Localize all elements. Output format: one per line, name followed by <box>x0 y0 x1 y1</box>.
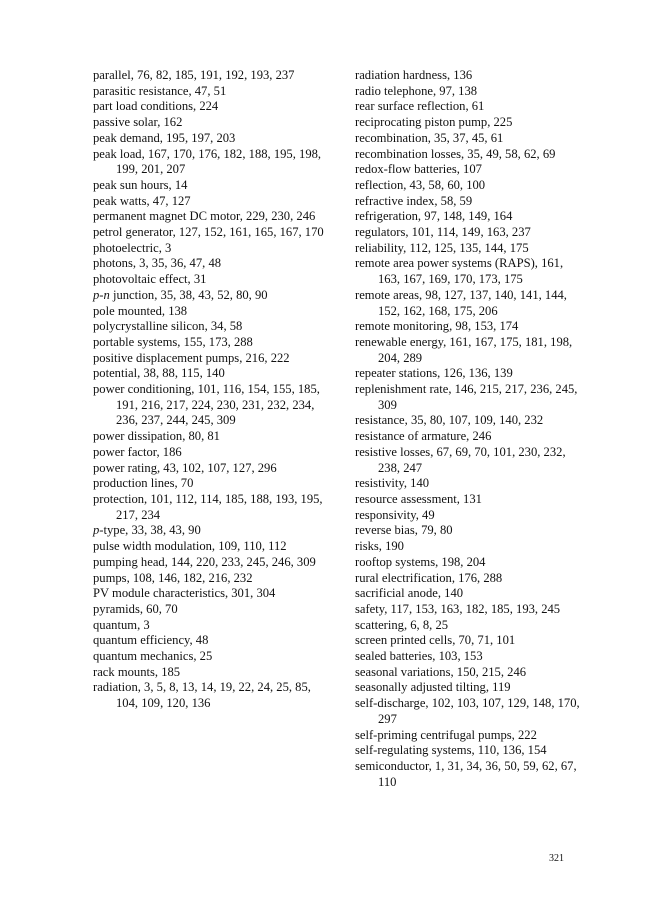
index-entry: reverse bias, 79, 80 <box>355 523 453 538</box>
index-entry: screen printed cells, 70, 71, 101 <box>355 633 516 648</box>
index-entry: replenishment rate, 146, 215, 217, 236, 245, 309 <box>355 382 578 412</box>
index-entry: quantum, 3 <box>93 617 150 632</box>
index-entry: remote area power systems (RAPS), 161, 163, 167, 169, 170, 173, 175 <box>355 256 564 287</box>
index-entry: radiation, 3, 5, 8, 13, 14, 19, 22, 24, 25, 85, 104, 109, 120, 136 <box>93 680 311 711</box>
index-entry: p-n junction, 35, 38, 43, 52, 80, 90 <box>93 287 268 302</box>
index-entry: remote areas, 98, 127, 137, 140, 141, 144, 152, 162, 168, 175, 206 <box>355 287 567 318</box>
index-entry: pulse width modulation, 109, 110, 112 <box>93 539 287 554</box>
index-entry: petrol generator, 127, 152, 161, 165, 167, 170 <box>93 225 324 240</box>
index-entry: power conditioning, 101, 116, 154, 155, 185, 191, 216, 217, 224, 230, 231, 232, 234, 236, 237, 244, 245, 309 <box>93 382 320 428</box>
index-entry: self-priming centrifugal pumps, 222 <box>355 727 537 742</box>
index-entry: reliability, 112, 125, 135, 144, 175 <box>355 240 529 255</box>
index-entry: radio telephone, 97, 138 <box>355 83 478 98</box>
index-entry: portable systems, 155, 173, 288 <box>93 334 253 349</box>
index-entry: renewable energy, 161, 167, 175, 181, 198, 204, 289 <box>355 334 573 365</box>
index-entry: pyramids, 60, 70 <box>93 601 178 616</box>
index-entry: photoelectric, 3 <box>93 240 172 255</box>
index-entry: sealed batteries, 103, 153 <box>355 649 483 664</box>
index-entry: p-type, 33, 38, 43, 90 <box>93 523 201 538</box>
index-entry: parallel, 76, 82, 185, 191, 192, 193, 237 <box>93 68 295 82</box>
index-entry: resistance of armature, 246 <box>355 429 492 444</box>
index-entry: self-regulating systems, 110, 136, 154 <box>355 743 547 758</box>
index-entry: radiation hardness, 136 <box>355 68 473 82</box>
index-entry: power rating, 43, 102, 107, 127, 296 <box>93 460 277 475</box>
index-entry: power dissipation, 80, 81 <box>93 429 220 444</box>
index-entry: resistance, 35, 80, 107, 109, 140, 232 <box>355 413 544 428</box>
index-entry: pole mounted, 138 <box>93 303 188 318</box>
index-entry: quantum mechanics, 25 <box>93 649 213 664</box>
index-entry: peak sun hours, 14 <box>93 177 188 192</box>
index-entry: resistivity, 140 <box>355 476 430 491</box>
index-entry: PV module characteristics, 301, 304 <box>93 586 276 601</box>
index-entry: safety, 117, 153, 163, 182, 185, 193, 245 <box>355 601 561 616</box>
index-entry: part load conditions, 224 <box>93 99 219 114</box>
index-entry: rural electrification, 176, 288 <box>355 570 503 585</box>
index-entry: seasonally adjusted tilting, 119 <box>355 680 511 695</box>
index-entry: positive displacement pumps, 216, 222 <box>93 350 290 365</box>
index-entry: risks, 190 <box>355 539 404 554</box>
index-entry: production lines, 70 <box>93 476 194 491</box>
index-entry: peak load, 167, 170, 176, 182, 188, 195, 198, 199, 201, 207 <box>93 146 322 177</box>
index-column-left <box>93 68 333 712</box>
index-entry: scattering, 6, 8, 25 <box>355 617 449 632</box>
index-entry: protection, 101, 112, 114, 185, 188, 193, 195, 217, 234 <box>93 491 323 522</box>
index-entry: pumps, 108, 146, 182, 216, 232 <box>93 570 253 585</box>
index-entry: rack mounts, 185 <box>93 664 181 679</box>
index-entry: peak watts, 47, 127 <box>93 193 191 208</box>
index-entry: photovoltaic effect, 31 <box>93 272 207 287</box>
index-entry: pumping head, 144, 220, 233, 245, 246, 309 <box>93 554 316 569</box>
page-number: 321 <box>549 853 564 864</box>
index-entry: repeater stations, 126, 136, 139 <box>355 366 513 381</box>
index-entry: resource assessment, 131 <box>355 491 482 506</box>
index-entry: polycrystalline silicon, 34, 58 <box>93 319 243 334</box>
index-entry: self-discharge, 102, 103, 107, 129, 148, 170, 297 <box>355 696 580 726</box>
index-entry: permanent magnet DC motor, 229, 230, 246 <box>93 209 316 224</box>
index-entry: power factor, 186 <box>93 444 182 459</box>
index-entry: sacrificial anode, 140 <box>355 586 464 601</box>
index-entry: reflection, 43, 58, 60, 100 <box>355 177 486 192</box>
index-entry: passive solar, 162 <box>93 115 183 130</box>
index-entry: rear surface reflection, 61 <box>355 99 485 114</box>
index-entry: regulators, 101, 114, 149, 163, 237 <box>355 225 531 240</box>
index-entry: photons, 3, 35, 36, 47, 48 <box>93 256 222 271</box>
index-entry: reciprocating piston pump, 225 <box>355 115 513 130</box>
index-entry: parasitic resistance, 47, 51 <box>93 83 227 98</box>
index-entry: recombination losses, 35, 49, 58, 62, 69 <box>355 146 556 161</box>
index-entry: refractive index, 58, 59 <box>355 193 473 208</box>
index-entry: redox-flow batteries, 107 <box>355 162 482 177</box>
index-entry: rooftop systems, 198, 204 <box>355 554 486 569</box>
index-entry: seasonal variations, 150, 215, 246 <box>355 664 527 679</box>
index-entry: refrigeration, 97, 148, 149, 164 <box>355 209 513 224</box>
index-entry: resistive losses, 67, 69, 70, 101, 230, 232, 238, 247 <box>355 444 566 475</box>
index-column-right <box>355 68 580 790</box>
index-entry: responsivity, 49 <box>355 507 435 522</box>
index-entry: peak demand, 195, 197, 203 <box>93 130 236 145</box>
index-entry: remote monitoring, 98, 153, 174 <box>355 319 519 334</box>
index-entry: potential, 38, 88, 115, 140 <box>93 366 225 381</box>
index-entry: quantum efficiency, 48 <box>93 633 209 648</box>
index-entry: semiconductor, 1, 31, 34, 36, 50, 59, 62, 67, 110 <box>355 758 577 789</box>
index-entry: recombination, 35, 37, 45, 61 <box>355 130 504 145</box>
